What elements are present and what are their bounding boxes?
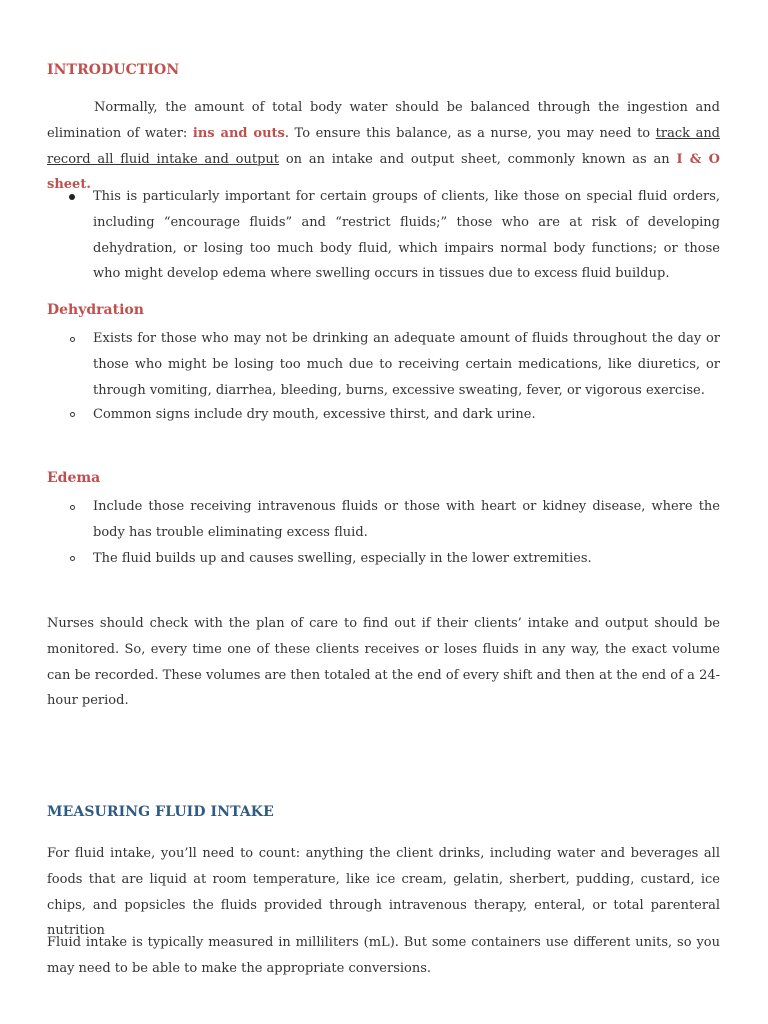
intro-text-1: Normally, the amount of total body water should be balanced through the ingestion and elimination of water:	[47, 100, 720, 141]
edema-heading: Edema	[47, 470, 101, 486]
ins-and-outs-highlight: ins and outs	[192, 125, 285, 141]
intro-text-4: .	[86, 177, 91, 193]
edema-item-2: The fluid builds up and causes swelling, especially in the lower extremities.	[93, 551, 592, 566]
edema-item-1: Include those receiving intravenous fluids or those with heart or kidney disease, where the body has trouble eliminating excess fluid.	[93, 499, 720, 540]
dehydration-item-1: Exists for those who may not be drinking an adequate amount of fluids throughout the day or those who might be losing too much due to receiving certain medications, like diuretics, or through vomiting, diarrhea, bleeding, burns, excessive sweating, fever, or vigorous exercise.	[93, 331, 720, 398]
track-record-underlined: track and record all fluid intake and output	[47, 125, 721, 167]
bullet-disc-icon	[69, 194, 75, 200]
intro-text-3: on an intake and output sheet, commonly known as an	[279, 151, 677, 167]
measuring-paragraph-2: Fluid intake is typically measured in milliliters (mL). But some containers use different units, so you may need to be able to make the appropriate conversions.	[47, 935, 720, 976]
dehydration-item-2: Common signs include dry mouth, excessive thirst, and dark urine.	[93, 407, 536, 422]
dehydration-heading: Dehydration	[47, 302, 144, 318]
io-sheet-highlight: I & O sheet	[47, 151, 720, 193]
bullet-circle-icon	[70, 556, 75, 561]
intro-text-2: . To ensure this balance, as a nurse, you may need to	[284, 125, 656, 141]
bullet-circle-icon	[70, 412, 75, 417]
bullet-circle-icon	[70, 505, 75, 510]
measuring-fluid-intake-heading: MEASURING FLUID INTAKE	[47, 804, 274, 820]
introduction-heading: INTRODUCTION	[47, 62, 180, 78]
bullet-circle-icon	[70, 337, 75, 342]
monitoring-paragraph: Nurses should check with the plan of care to find out if their clients’ intake and output should be monitored. So, every time one of these clients receives or loses fluids in any way, the exact volume can be recorded. These volumes are then totaled at the end of every shift and then at the end of a 24-hour period.	[47, 616, 720, 709]
introduction-paragraph	[47, 95, 720, 198]
measuring-paragraph-1: For fluid intake, you’ll need to count: anything the client drinks, including water and beverages all foods that are liquid at room temperature, like ice cream, gelatin, sherbert, pudding, custard, ice chips, and popsicles the fluids provided through intravenous therapy, enteral, or total parenteral nutrition	[47, 846, 720, 939]
intro-bullet-item: This is particularly important for certain groups of clients, like those on special fluid orders, including “encourage fluids” and “restrict fluids;” those who are at risk of developing dehydration, or losing too much body fluid, which impairs normal body functions; or those who might develop edema where swelling occurs in tissues due to excess fluid buildup.	[93, 189, 720, 282]
